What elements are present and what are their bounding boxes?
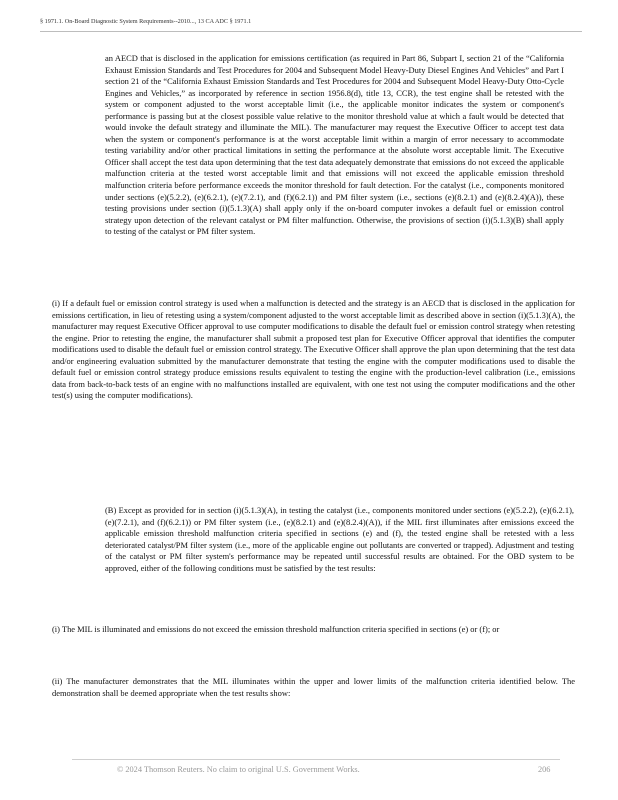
body-paragraph-aecd-retest: an AECD that is disclosed in the application for emissions certification (as required in Part 86, Subpart I, section 21 of the “California Exhaust Emission Standards and Test Procedures for 2004 and Subsequent Model Heavy-Duty Diesel Engines And Vehicles” and Part I section 21 of the “California Exhaust Emission Standards and Test Procedures for 2004 and Subsequent Model Heavy-Duty Otto-Cycle Engines and Vehicles,” as incorporated by reference in section 1956.8(d), title 13, CCR), the test engine shall be retested with the system or component adjusted to the worst acceptable limit (i.e., the applicable monitor indicates the system or component's performance is passing but at the closest possible value relative to the monitor threshold value at which a fault would be detected that would invoke the default strategy and illuminate the MIL). The manufacturer may request the Executive Officer to accept test data when the system or component's performance is at the worst acceptable limit within a margin of error necessary to accommodate testing variability and/or other practical limitations in setting the performance at the absolute worst acceptable limit. The Executive Officer shall accept the test data upon determining that the test data adequately demonstrate that emissions do not exceed the applicable malfunction criteria at the tested worst acceptable limit and that emissions will not exceed the applicable emission threshold malfunction criteria before performance exceeds the monitor threshold for fault detection. For the catalyst (i.e., components monitored under sections (e)(5.2.2), (e)(6.2.1), (e)(7.2.1), and (f)(6.2.1)) and PM filter system (i.e., sections (e)(8.2.1) and (e)(8.2.4)(A)), these testing provisions under section (i)(5.1.3)(A) shall apply only if the on-board computer invokes a default fuel or emission control strategy upon detection of the relevant catalyst or PM filter malfunction. Otherwise, the provisions of section (i)(5.1.3)(B) shall apply to testing of the catalyst or PM filter system. xyxy=(105,53,564,237)
running-header: § 1971.1. On-Board Diagnostic System Requirements--2010..., 13 CA ADC § 1971.1 xyxy=(40,18,252,25)
footer-divider xyxy=(72,759,560,760)
header-divider xyxy=(40,31,582,32)
footer-copyright: © 2024 Thomson Reuters. No claim to original U.S. Government Works. xyxy=(117,765,360,774)
body-paragraph-catalyst-testing: (B) Except as provided for in section (i)(5.1.3)(A), in testing the catalyst (i.e., components monitored under sections (e)(5.2.2), (e)(6.2.1), (e)(7.2.1), and (f)(6.2.1)) or PM filter system (i.e., (e)(8.2.1) and (e)(8.2.4)(A)), if the MIL first illuminates after emissions exceed the applicable emission threshold malfunction criteria specified in sections (e) and (f), the tested engine shall be retested with a less deteriorated catalyst/PM filter system (i.e., more of the applicable engine out pollutants are converted or trapped). Adjustment and testing of the catalyst or PM filter system's performance may be repeated until successful results are obtained. For the OBD system to be approved, either of the following conditions must be satisfied by the test results: xyxy=(105,505,574,573)
body-paragraph-condition-ii: (ii) The manufacturer demonstrates that the MIL illuminates within the upper and lower limits of the malfunction criteria identified below. The demonstration shall be deemed appropriate when the test results show: xyxy=(52,676,575,698)
body-paragraph-condition-i: (i) The MIL is illuminated and emissions do not exceed the emission threshold malfunction criteria specified in sections (e) or (f); or xyxy=(52,624,500,634)
body-paragraph-default-strategy: (i) If a default fuel or emission control strategy is used when a malfunction is detected and the strategy is an AECD that is disclosed in the application for emissions certification, in lieu of retesting using a system/component adjusted to the worst acceptable limit as described above in section (i)(5.1.3)(A), the manufacturer may request Executive Officer approval to use computer modifications to disable the default fuel or emission control strategy when retesting the engine. Prior to retesting the engine, the manufacturer shall submit a proposed test plan for Executive Officer approval that identifies the computer modifications used to disable the default fuel or emission control strategy. The Executive Officer shall approve the plan upon determining that the test data and/or engineering evaluation submitted by the manufacturer demonstrate that testing the engine with the computer modifications used to disable the default fuel or emission control strategy produce emissions results equivalent to testing the engine with the production-level calibration (i.e., emissions data from back-to-back tests of an engine with no malfunctions installed are equivalent, with one test not using the computer modifications and the other test(s) using the computer modifications). xyxy=(52,298,575,401)
page-number: 206 xyxy=(538,765,551,774)
